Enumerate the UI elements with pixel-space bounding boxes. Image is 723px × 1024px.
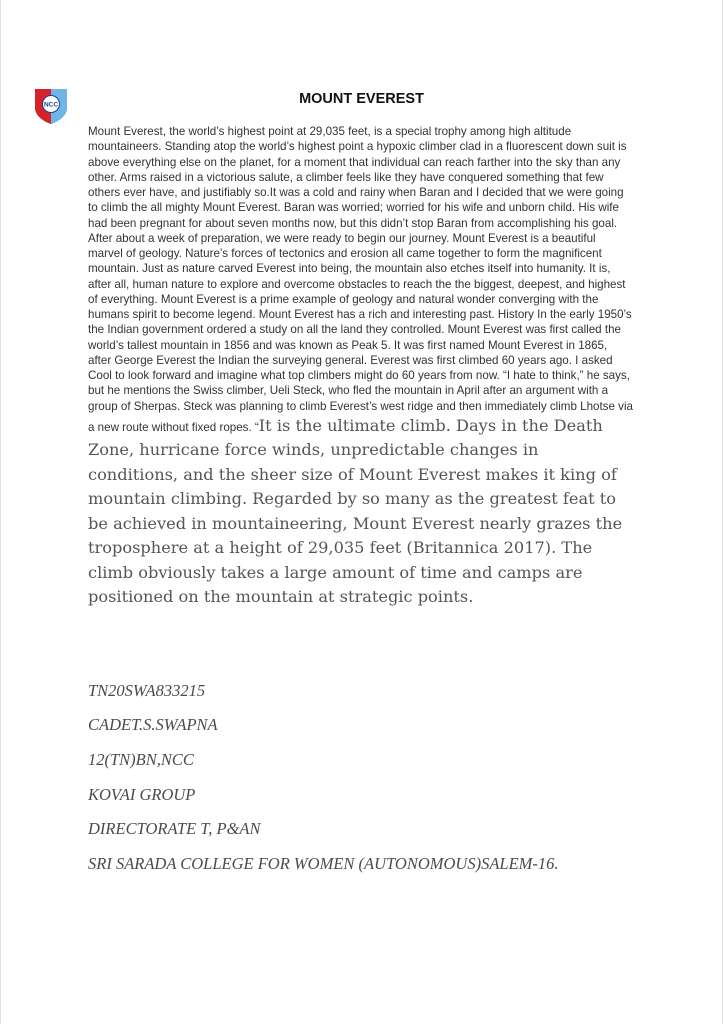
logo-text: NCC [43, 101, 59, 109]
essay-body-serif: It is the ultimate climb. Days in the Death Zone, hurricane force winds, unpredictable changes in conditions, and the sheer size of Mount Everest makes it king of mountain climbing. Regarded by so many as the greatest feat to be achieved in mountaineering, Mount Everest nearly grazes the troposphere at a height of 29,035 feet (Britannica 2017). The climb obviously takes a large amount of time and camps are positioned on the mountain at strategic points. [88, 415, 623, 607]
signature-line-name: CADET.S.SWAPNA [88, 715, 218, 734]
signature-line-group: KOVAI GROUP [88, 785, 196, 804]
page-title: MOUNT EVEREST [299, 91, 424, 107]
signature-line-id: TN20SWA833215 [88, 681, 206, 700]
signature-line-battalion: 12(TN)BN,NCC [88, 750, 194, 769]
signature-line-directorate: DIRECTORATE T, P&AN [88, 819, 261, 838]
essay-body [88, 124, 633, 610]
essay-body-sans: Mount Everest, the world’s highest point at 29,035 feet, is a special trophy among high altitude mountaineers. Standing atop the world’s highest point a hypoxic climber clad in a fluorescent down suit is above everything else on the planet, for a moment that individual can reach farther into the sky than any other. Arms raised in a victorious salute, a climber feels like they have conquered something that few others ever have, and justifiably so.It was a cold and rainy when Baran and I decided that we were going to climb the all mighty Mount Everest. Baran was worried; worried for his wife and unborn child. His wife had been pregnant for about seven months now, but this didn’t stop Baran from accomplishing his goal. After about a week of preparation, we were ready to begin our journey. Mount Everest is a beautiful marvel of geology. Nature’s forces of tectonics and erosion all came together to form the magnificent mountain. Just as nature carved Everest into being, the mountain also etches itself into humanity. It is, after all, human nature to explore and overcome obstacles to reach the the biggest, deepest, and highest of everything. Mount Everest is a prime example of geology and natural wonder converging with the humans spirit to become legend. Mount Everest has a rich and interesting past. History In the early 1950’s the Indian government ordered a study on all the land they controlled. Mount Everest was first called the world’s tallest mountain in 1856 and was known as Peak 5. It was first named Mount Everest in 1865, after George Everest the Indian the surveying general. Everest was first climbed 60 years ago. I asked Cool to look forward and imagine what top climbers might do 60 years from now. “I hate to think,” he says, but he mentions the Swiss climber, Ueli Steck, who fled the mountain in April after an argument with a group of Sherpas. Steck was planning to climb Everest’s west ridge and then immediately climb Lhotse via a new route without fixed ropes. “ [88, 125, 633, 434]
signature-line-college: SRI SARADA COLLEGE FOR WOMEN (AUTONOMOUS)SALEM-16. [88, 854, 559, 873]
